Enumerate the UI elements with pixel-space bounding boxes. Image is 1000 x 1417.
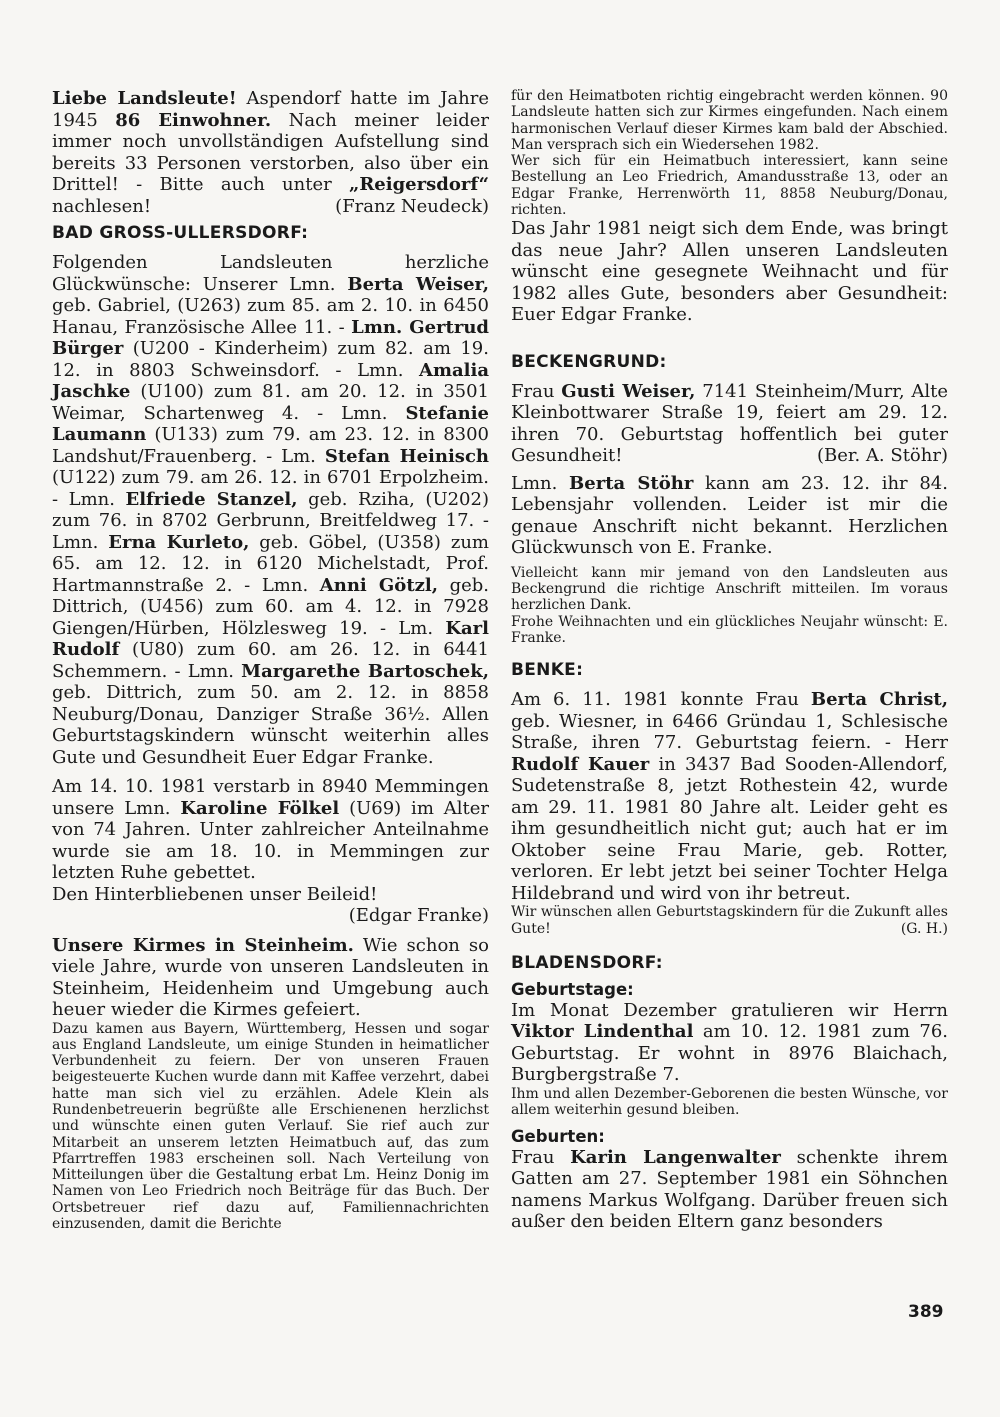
new-year-wishes: Das Jahr 1981 neigt sich dem Ende, was bringt das neue Jahr? Allen unseren Landsleuten wünscht eine gesegnete Weihnacht und für 1982 alles Gute, besonders aber Gesundheit: Euer Edgar Franke. [511, 218, 948, 326]
beckengrund-paragraph-1: Frau Gusti Weiser, 7141 Steinheim/Murr, Alte Kleinbottwarer Straße 19, feiert am 29. 12. ihren 70. Geburtstag hoffentlich bei guter Gesundheit! (Ber. A. Stöhr) [511, 380, 949, 467]
kirmes-report: Dazu kamen aus Bayern, Württemberg, Hessen und sogar aus England Landsleute, um einige Stunden in heimatlicher Verbundenheit zu feiern. Der von unseren Frauen beigesteuerte Kuchen wurde dann mit Kaffee verzehrt, dabei hatte man sich viel zu erzählen. Adele Klein als Rundenbetreuerin begrüßte alle Erschienenen herzlichst und wünschte einen guten Verlauf. Sie rief auch zur Mitarbeit an unserem letzten Heimatbuch auf, das zum Pfarrtreffen 1983 erscheinen soll. Nach Verteilung von Mitteilungen über die Gestaltung erbat Lm. Heinz Donig im Namen von Leo Friedrich noch Beiträge für das Buch. Der Ortsbetreuer rief dazu auf, Familiennachrichten einzusenden, damit die Berichte [52, 1020, 489, 1233]
beckengrund-note-2: Frohe Weihnachten und ein glückliches Neujahr wünscht: E. Franke. [511, 613, 948, 647]
section-heading-bad-gross-ullersdorf: BAD GROSS-ULLERSDORF: [52, 223, 309, 243]
intro-lead: Liebe Landsleute! [52, 88, 237, 109]
kirmes-report-continued: für den Heimatboten richtig eingebracht werden können. 90 Landsleute hatten sich zur Kirmes eingefunden. Nach einem harmonischen Verlauf dieser Kirmes kam bald der Abschied. Man versprach sich ein Wiedersehen 1982. [511, 88, 948, 153]
kirmes-intro: Unsere Kirmes in Steinheim. Wie schon so viele Jahre, wurde von unseren Landsleuten in Steinheim, Heidenheim und Umgebung auch heuer wieder die Kirmes gefeiert. [52, 934, 489, 1020]
beckengrund-signature: (Ber. A. Stöhr) [816, 445, 948, 467]
subheading-geburtstage: Geburtstage: [511, 979, 634, 999]
section-heading-beckengrund: BECKENGRUND: [511, 351, 667, 372]
obituary-signature: (Edgar Franke) [348, 905, 489, 926]
benke-note: Wir wünschen allen Geburtstagskindern für die Zukunft alles Gute! (G. H.) [511, 904, 948, 937]
page-number: 389 [908, 1302, 944, 1322]
obituary-paragraph: Am 14. 10. 1981 verstarb in 8940 Memmingen unsere Lmn. Karoline Fölkel (U69) im Alter von 74 Jahren. Unter zahlreicher Anteilnahme wurde sie am 18. 10. in Memmingen zur letzten Ruhe gebettet. [52, 776, 489, 883]
benke-signature: (G. H.) [900, 920, 948, 937]
beckengrund-note-1: Vielleicht kann mir jemand von den Landsleuten aus Beckengrund die richtige Anschrift mitteilen. Im voraus herzlichen Dank. [511, 564, 948, 614]
bladensdorf-birth-paragraph: Frau Karin Langenwalter schenkte ihrem Gatten am 27. September 1981 ein Söhnchen namens Markus Wolfgang. Darüber freuen sich außer den beiden Eltern ganz besonders [511, 1146, 948, 1233]
benke-paragraph: Am 6. 11. 1981 konnte Frau Berta Christ, geb. Wiesner, in 6466 Gründau 1, Schlesische Straße, ihren 77. Geburtstag feiern. - Herr Rudolf Kauer in 3437 Bad Sooden-Allendorf, Sudetenstraße 8, jetzt Rothestein 42, wurde am 29. 11. 1981 80 Jahre alt. Leider geht es ihm gesundheitlich nicht gut; auch hat er im Oktober seine Frau Marie, geb. Rotter, verloren. Er lebt jetzt bei seiner Tochter Helga Hildebrand und wird von ihr betreut. [511, 689, 948, 904]
condolence-line: Den Hinterbliebenen unser Beileid! [52, 883, 378, 905]
subheading-geburten: Geburten: [511, 1126, 605, 1146]
heimatbuch-order-info: Wer sich für ein Heimatbuch interessiert, kann seine Bestellung an Leo Friedrich, Amandusstraße 13, oder an Edgar Franke, Herrenwörth 11, 8858 Neuburg/Donau, richten. [511, 153, 948, 219]
beckengrund-paragraph-2: Lmn. Berta Stöhr kann am 23. 12. ihr 84. Lebensjahr vollenden. Leider ist mir die genaue Anschrift nicht bekannt. Herzlichen Glückwunsch von E. Franke. [511, 472, 948, 559]
left-column [52, 88, 489, 1232]
right-column [511, 88, 948, 1233]
birthday-greetings-paragraph: Folgenden Landsleuten herzliche Glückwünsche: Unserer Lmn. Berta Weiser, geb. Gabriel, (U263) zum 85. am 2. 10. in 6450 Hanau, Französische Allee 11. - Lmn. Gertrud Bürger (U200 - Kinderheim) zum 82. am 19. 12. in 8803 Schweinsdorf. - Lmn. Amalia Jaschke (U100) zum 81. am 20. 12. in 3501 Weimar, Schartenweg 4. - Lmn. Stefanie Laumann (U133) zum 79. am 23. 12. in 8300 Landshut/Frauenberg. - Lm. Stefan Heinisch (U122) zum 79. am 26. 12. in 6701 Erpolzheim. - Lmn. Elfriede Stanzel, geb. Rziha, (U202) zum 76. in 8702 Gerbrunn, Breitfeldweg 17. - Lmn. Erna Kurleto, geb. Göbel, (U358) zum 65. am 12. 12. in 6120 Michelstadt, Prof. Hartmannstraße 2. - Lmn. Anni Götzl, geb. Dittrich, (U456) zum 60. am 4. 12. in 7928 Giengen/Hürben, Hölzlesweg 19. - Lm. Karl Rudolf (U80) zum 60. am 26. 12. in 6441 Schemmern. - Lmn. Margarethe Bartoschek, geb. Dittrich, zum 50. am 2. 12. in 8858 Neuburg/Donau, Danziger Straße 36½. Allen Geburtstagskindern wünscht weiterhin alles Gute und Gesundheit Euer Edgar Franke. [52, 252, 490, 768]
bladensdorf-note: Ihm und allen Dezember-Geborenen die besten Wünsche, vor allem weiterhin gesund bleiben. [511, 1085, 948, 1119]
intro-paragraph: Liebe Landsleute! Aspendorf hatte im Jahre 1945 86 Einwohner. Nach meiner leider immer noch unvollständigen Aufstellung sind bereits 33 Personen verstorben, also über ein Drittel! - Bitte auch unter „Reigersdorf“ nachlesen! (Franz Neudeck) [52, 88, 490, 217]
section-heading-benke: BENKE: [511, 660, 584, 681]
section-heading-bladensdorf: BLADENSDORF: [511, 952, 663, 973]
bladensdorf-birthday-paragraph: Im Monat Dezember gratulieren wir Herrn Viktor Lindenthal am 10. 12. 1981 zum 76. Geburtstag. Er wohnt in 8976 Blaichach, Burgbergstraße 7. [511, 999, 949, 1086]
intro-signature: (Franz Neudeck) [335, 195, 489, 217]
